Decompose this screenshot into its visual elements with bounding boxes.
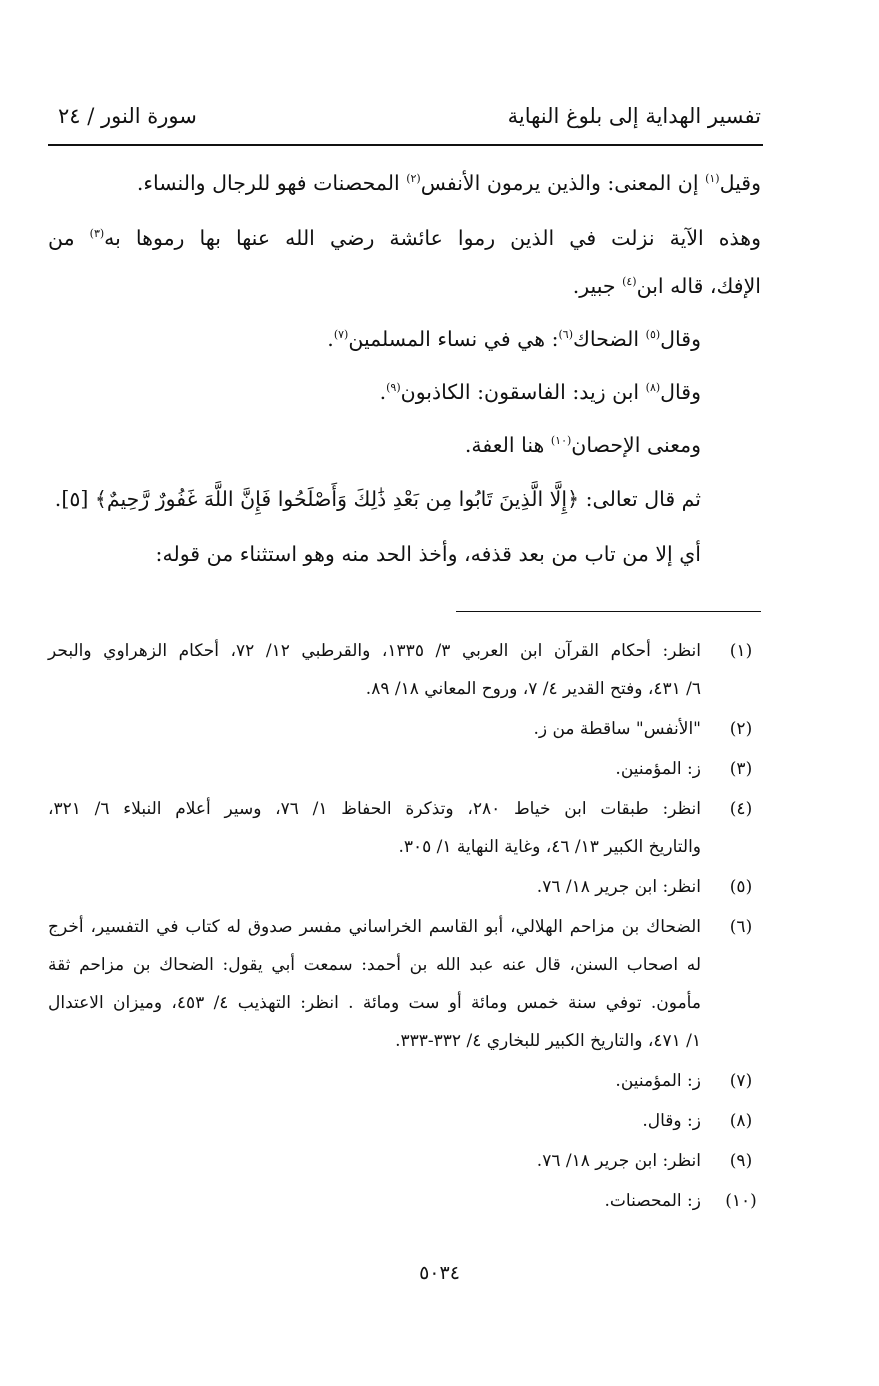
text: وقال (660, 380, 701, 404)
page-number: ٥٠٣٤ (419, 1262, 460, 1284)
body-line-5 (48, 372, 701, 412)
footnote-continuation: ٦/ ٤٣١، وفتح القدير ٤/ ٧، وروح المعاني ١٨/ ٨٩. (365, 679, 701, 699)
footnote-ref-4: (٤) (622, 275, 637, 289)
footnote-number: (٧) (729, 1071, 753, 1091)
running-header-title: تفسير الهداية إلى بلوغ النهاية (507, 104, 761, 128)
footnote-text: انظر: ابن جرير ١٨/ ٧٦. (536, 877, 701, 897)
text: إن المعنى: والذين يرمون الأنفس (420, 171, 706, 195)
footnote-number: (٩) (729, 1151, 753, 1171)
body-line-3 (48, 266, 761, 306)
running-header-surah: سورة النور / ٢٤ (58, 104, 197, 128)
text: وقال (660, 327, 701, 351)
text: جبير. (572, 274, 623, 298)
body-line-4 (48, 319, 701, 359)
footnote-separator (456, 611, 761, 612)
footnote-number: (١) (729, 641, 753, 661)
footnote-text: ز: وقال. (642, 1111, 701, 1131)
footnote-text: ز: المؤمنين. (615, 759, 701, 779)
text: . (379, 380, 387, 404)
footnote-text: ز: المؤمنين. (615, 1071, 701, 1091)
footnote-ref-1: (١) (705, 172, 720, 186)
footnote-ref-8: (٨) (645, 381, 661, 395)
footnote-ref-9: (٩) (386, 381, 401, 395)
text: : هي في نساء المسلمين (348, 327, 559, 351)
text: ابن زيد: الفاسقون: الكاذبون (400, 380, 646, 404)
footnote-number: (٥) (729, 877, 753, 897)
footnote-text: الضحاك بن مزاحم الهلالي، أبو القاسم الخراساني مفسر صدوق له كتاب في التفسير، أخرج (48, 917, 701, 937)
footnote-number: (٦) (729, 917, 753, 937)
footnote-continuation: له اصحاب السنن، قال عنه عبد الله بن أحمد: سمعت أبي يقول: الضحاك بن مزاحم ثقة (48, 955, 701, 975)
footnote-text: ز: المحصنات. (604, 1191, 701, 1211)
footnote-continuation: والتاريخ الكبير ١٣/ ٤٦، وغاية النهاية ١/ ٣٠٥. (398, 837, 701, 857)
footnote-ref-10: (١٠) (550, 434, 572, 448)
quran-verse-line: ثم قال تعالى: ﴿إِلَّا الَّذِينَ تَابُوا مِن بَعْدِ ذَٰلِكَ وَأَصْلَحُوا فَإِنَّ اللَّهَ غَفُورٌ رَّحِيمٌ﴾ [٥]. (54, 487, 701, 511)
body-line-8: أي إلا من تاب من بعد قذفه، وأخذ الحد منه وهو استثناء من قوله: (155, 542, 701, 566)
text: الإفك، قاله ابن (636, 274, 761, 298)
body-line-1 (48, 163, 761, 203)
footnote-number: (٢) (729, 719, 753, 739)
text: من (48, 226, 90, 250)
footnote-text: انظر: ابن جرير ١٨/ ٧٦. (536, 1151, 701, 1171)
footnote-ref-3: (٣) (89, 227, 105, 241)
footnote-text: انظر: أحكام القرآن ابن العربي ٣/ ١٣٣٥، والقرطبي ١٢/ ٧٢، أحكام الزهراوي والبحر (48, 641, 701, 661)
body-line-6 (48, 425, 701, 465)
footnote-ref-5: (٥) (645, 328, 661, 342)
text: ومعنى الإحصان (571, 433, 701, 457)
footnote-continuation: ١/ ٤٧١، والتاريخ الكبير للبخاري ٤/ ٣٣٢-٣٣٣. (395, 1031, 701, 1051)
footnote-ref-2: (٢) (406, 172, 421, 186)
text: وقيل (719, 171, 761, 195)
text: المحصنات فهو للرجال والنساء. (136, 171, 407, 195)
footnote-number: (١٠) (725, 1191, 757, 1211)
text: . (327, 327, 334, 351)
text: وهذه الآية نزلت في الذين رموا عائشة رضي الله عنها بها رموها به (104, 226, 761, 250)
footnote-text: "الأنفس" ساقطة من ز. (533, 719, 701, 739)
footnote-text: انظر: طبقات ابن خياط ٢٨٠، وتذكرة الحفاظ ١/ ٧٦، وسير أعلام النبلاء ٦/ ٣٢١، (48, 799, 701, 819)
footnote-ref-7: (٧) (333, 328, 349, 342)
header-rule (48, 144, 763, 146)
text: الضحاك (573, 327, 646, 351)
footnote-number: (٤) (729, 799, 753, 819)
footnote-continuation: مأمون. توفي سنة خمس ومائة أو ست ومائة . انظر: التهذيب ٤/ ٤٥٣، وميزان الاعتدال (48, 993, 701, 1013)
text: هنا العفة. (464, 433, 551, 457)
footnote-ref-6: (٦) (558, 328, 574, 342)
footnote-number: (٨) (729, 1111, 753, 1131)
body-line-2 (48, 218, 761, 258)
footnote-number: (٣) (729, 759, 753, 779)
